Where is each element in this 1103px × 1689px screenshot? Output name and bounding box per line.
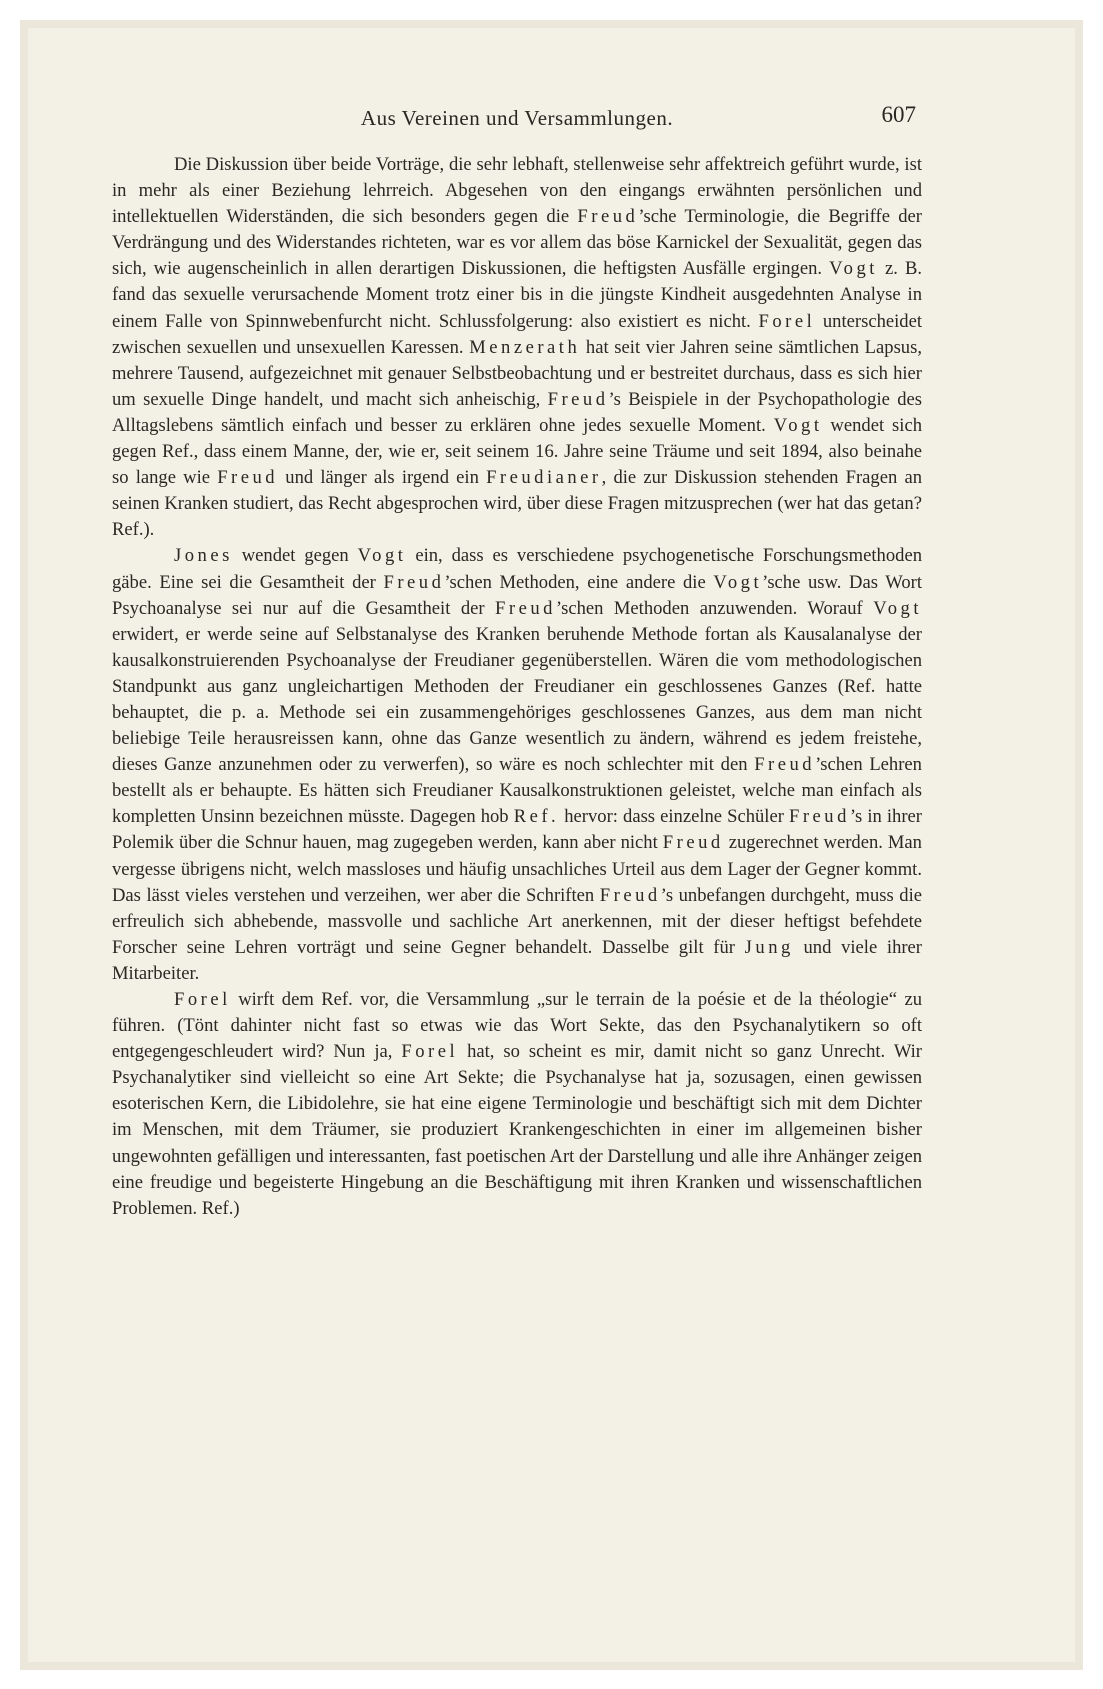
spaced-name: Freud — [754, 754, 816, 776]
running-head-title: Aus Vereinen und Versammlungen. — [360, 106, 674, 130]
text-run: , die zur Diskussion stehenden Fragen an seinen Kranken studiert, das Recht abgesprochen wird, über diese Fragen mitzusprechen (wer hat das getan? Ref.). — [112, 467, 923, 541]
spaced-name: Forel — [758, 310, 816, 332]
spaced-name: Vogt — [829, 258, 878, 280]
spaced-name: Menzerath — [469, 336, 581, 358]
running-head — [112, 98, 922, 138]
spaced-name: Vogt — [873, 597, 922, 619]
spaced-name: Freud — [789, 806, 850, 828]
text-run: ’sche Terminologie, die Begriffe der Verdrängung und des Widerstandes richteten, war es vor allem das böse Karnickel der Sexualität, gegen das sich, wie augenscheinlich in allen derartigen Diskussionen, die heftigsten Ausfälle ergingen. — [112, 206, 922, 280]
paragraph — [112, 543, 922, 987]
text-run: erwidert, er werde seine auf Selbstanalyse des Kranken beruhende Methode fortan als Kausalanalyse der kausalkonstruierenden Psychoanalyse der Freudianer gegenüberstellen. Wären die vom methodologischen Standpunkt aus ganz ungleichartigen Methoden der Freudianer ein geschlossenes Ganzes (Ref. hatte behauptet, die p. a. Methode sei ein zusammengehöriges geschlossenes Ganzes, aus dem man nicht beliebige Teile herausreissen kann, ohne das Ganze wesentlich zu ändern, während es jedem freistehe, dieses Ganze anzunehmen oder zu verwerfen), so wäre es noch schlechter mit den — [112, 623, 922, 776]
spaced-name: Freud — [547, 388, 609, 410]
text-run: hat, so scheint es mir, damit nicht so ganz Unrecht. Wir Psychanalytiker sind vielleicht so eine Art Sekte; die Psychanalyse hat ja, sozusagen, einen gewissen esoterischen Kern, die Libidolehre, sie hat eine eigene Terminologie und beschäftigt sich mit dem Dichter im Menschen, mit dem Träumer, sie produziert Krankengeschichten in einer im allgemeinen bisher ungewohnten gefälligen und interessanten, fast poetischen Art der Darstellung und alle ihre Anhänger zeigen eine freudige und begeisterte Hingebung an die Beschäftigung mit ihren Kranken und wissenschaftlichen Problemen. Ref.) — [112, 1041, 922, 1219]
spaced-name: Freud — [217, 467, 279, 489]
spaced-name: Freud — [495, 597, 556, 619]
spaced-name: Vogt — [713, 571, 763, 593]
text-run: unterscheidet zwischen sexuellen und unsexuellen Karessen. — [112, 310, 922, 358]
spaced-name: Forel — [401, 1041, 459, 1063]
spaced-name: Vogt — [773, 414, 823, 436]
spaced-name: Vogt — [357, 545, 407, 567]
text-run: zugerechnet werden. Man vergesse übrigens nicht, welch massloses und häufig unsachliches Urteil aus dem Lager der Gegner kommt. Das lässt vieles verstehen und verzeihen, wer aber die Schriften — [112, 832, 922, 906]
paragraph — [112, 152, 922, 543]
spaced-name: Freud — [383, 571, 445, 593]
text-run: ein, dass es verschiedene psychogenetische Forschungsmethoden gäbe. Eine sei die Gesamtheit der — [112, 545, 922, 593]
body-text — [112, 152, 922, 1222]
text-run: ’s in ihrer Polemik über die Schnur hauen, mag zugegeben werden, kann aber nicht — [112, 806, 922, 854]
text-run: ’schen Methoden, eine andere die — [444, 571, 714, 593]
text-run: ’s Beispiele in der Psychopathologie des Alltagslebens sämtlich einfach und besser zu erklären ohne jedes sexuelle Moment. — [112, 388, 922, 436]
spaced-name: Ref. — [513, 806, 560, 828]
text-run: ’sche usw. Das Wort Psychoanalyse sei nur auf die Gesamtheit der — [112, 571, 922, 619]
text-run: wirft dem Ref. vor, die Versammlung „sur le terrain de la poésie et de la théologie“ zu führen. (Tönt dahinter nicht fast so etwas wie das Wort Sekte, das den Psychanalytikern so oft entgegengeschleudert wird? Nun ja, — [112, 989, 922, 1063]
text-run: ’schen Methoden anzuwenden. Worauf — [555, 597, 874, 619]
spaced-name: Freud — [599, 884, 661, 906]
text-run: Die Diskussion über beide Vorträge, die sehr lebhaft, stellenweise sehr affektreich geführt wurde, ist in mehr als einer Beziehung lehrreich. Abgesehen von den eingangs erwähnten persönlichen und intellektuellen Widerständen, die sich besonders gegen die — [112, 154, 922, 228]
spaced-name: Jung — [744, 936, 794, 958]
spaced-name: Forel — [174, 989, 231, 1010]
text-run: wendet gegen — [232, 545, 358, 567]
text-run: hervor: dass einzelne Schüler — [559, 806, 789, 828]
paragraph — [112, 987, 922, 1222]
text-run: ’s unbefangen durchgeht, muss die erfreulich sich abhebende, massvolle und sachliche Art anerkennen, mit der dieser heftigst befehdete Forscher seine Lehren vorträgt und seine Gegner behandelt. Dasselbe gilt für — [112, 884, 923, 958]
text-run: wendet sich gegen Ref., dass einem Manne, der, wie er, seit seinem 16. Jahre seine Träume und seit 1894, also beinahe so lange wie — [112, 414, 922, 489]
spaced-name: Jones — [174, 545, 233, 567]
text-run: z. B. fand das sexuelle verursachende Moment trotz einer bis in die jüngste Kindheit ausgedehnten Analyse in einem Falle von Spinnwebenfurcht nicht. Schlussfolgerung: also existiert es nicht. — [112, 258, 923, 332]
text-run: ’schen Lehren bestellt als er behaupte. Es hätten sich Freudianer Kausalkonstruktionen geleistet, welche man einfach als kompletten Unsinn bezeichnen müsste. Dagegen hob — [112, 754, 922, 828]
spaced-name: Freud — [577, 206, 639, 228]
spaced-name: Freud — [662, 832, 724, 854]
text-run: hat seit vier Jahren seine sämtlichen Lapsus, mehrere Tausend, aufgezeichnet mit genauer Selbstbeobachtung und er bestreitet durchaus, dass es sich hier um sexuelle Dinge handelt, und macht sich anheischig, — [112, 336, 922, 410]
spaced-name: Freudianer — [486, 467, 602, 489]
text-run: und viele ihrer Mitarbeiter. — [112, 936, 922, 984]
page-number: 607 — [881, 102, 916, 127]
text-run: und länger als irgend ein — [278, 467, 487, 489]
